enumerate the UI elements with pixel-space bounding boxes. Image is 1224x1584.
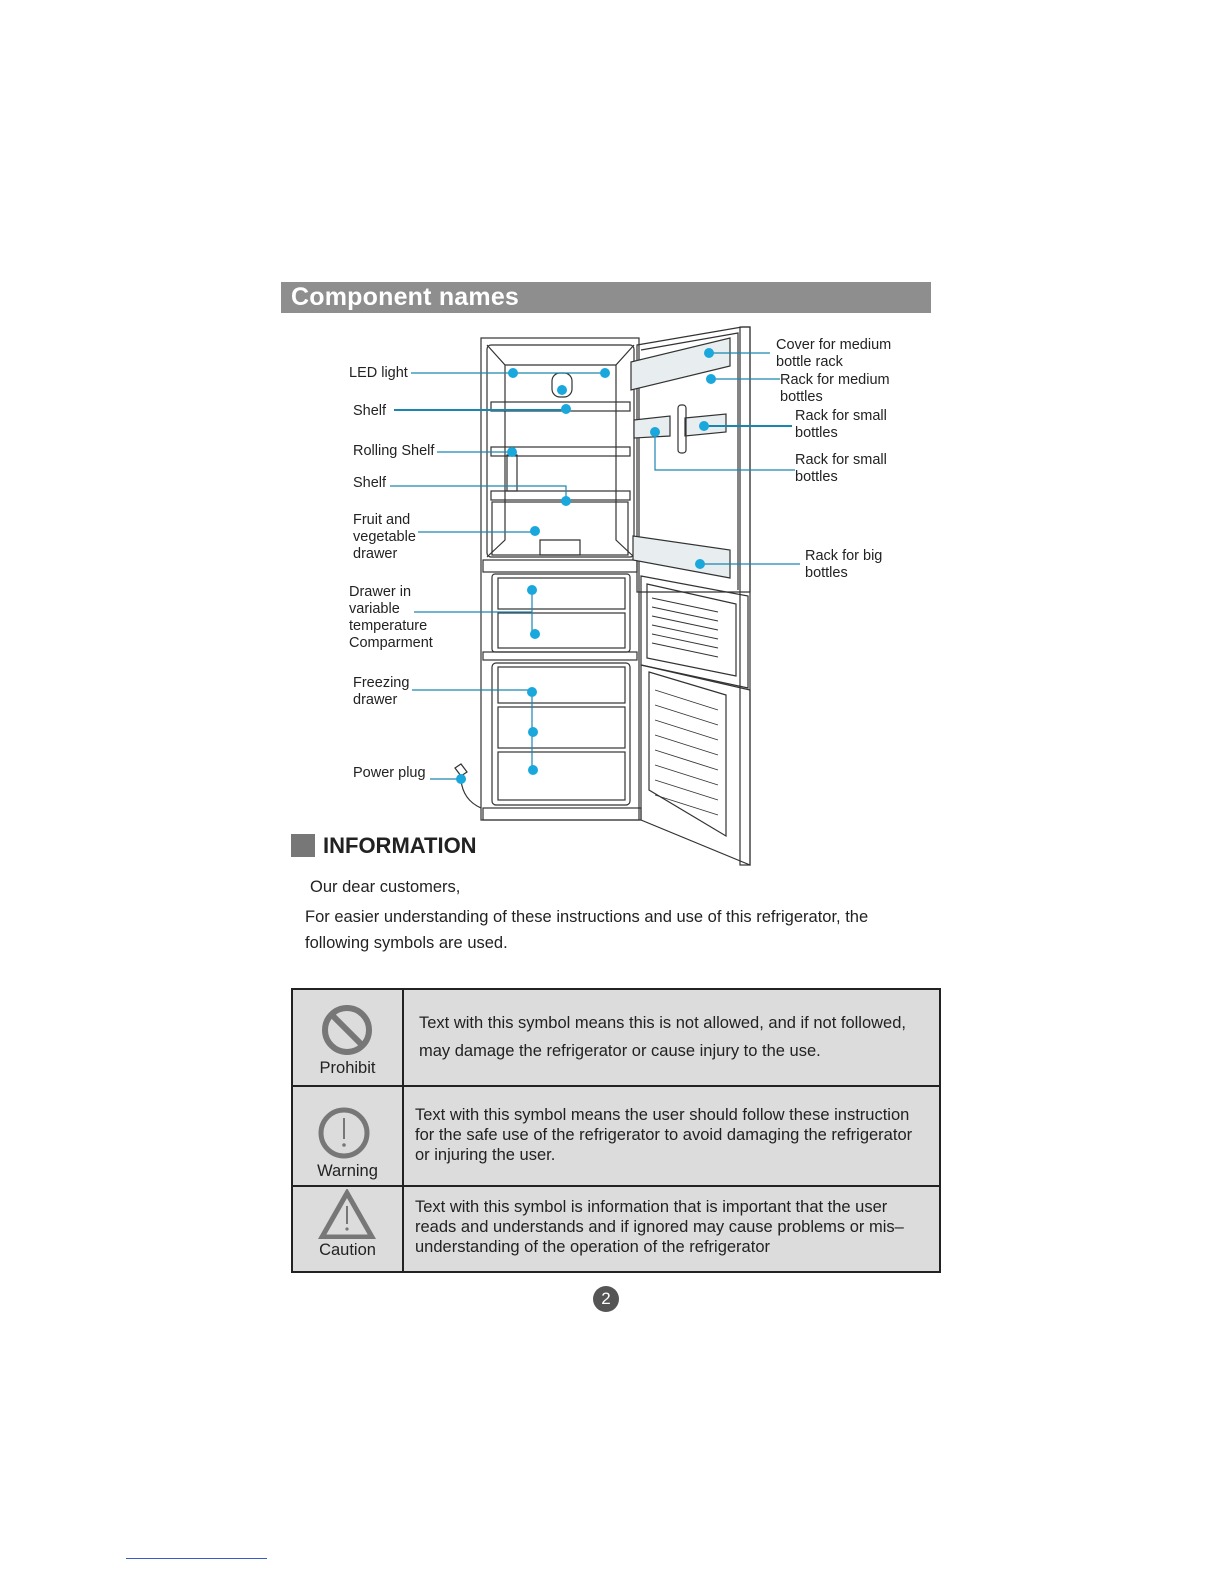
label-freezing-drawer: Freezing drawer (353, 675, 410, 708)
symbol-text-line: or injuring the user. (415, 1146, 556, 1164)
intro-line-1: For easier understanding of these instructions and use of this refrigerator, the (305, 908, 869, 926)
symbol-text-line: understanding of the operation of the refrigerator (415, 1238, 770, 1256)
label-shelf-bottom: Shelf (353, 475, 387, 491)
label-rack-medium: Rack for medium bottles (780, 372, 890, 405)
label-fruit-drawer: Fruit and vegetable drawer (353, 512, 416, 562)
label-shelf-top: Shelf (353, 403, 387, 419)
symbols-table (291, 988, 941, 1273)
symbol-text-line: Text with this symbol means this is not allowed, and if not followed, (419, 1014, 906, 1032)
symbol-name: Warning (317, 1162, 378, 1180)
page-number: 2 (593, 1286, 619, 1312)
symbol-name: Prohibit (319, 1059, 376, 1077)
greeting: Our dear customers, (310, 878, 461, 896)
prohibit-icon (321, 1004, 373, 1056)
label-rack-small-1: Rack for small bottles (795, 408, 887, 441)
label-cover-medium-rack: Cover for medium bottle rack (776, 337, 892, 370)
information-square-icon (291, 834, 315, 857)
symbol-text-line: Text with this symbol means the user should follow these instruction (415, 1106, 910, 1124)
label-variable-drawer: Drawer in variable temperature Comparment (349, 584, 433, 651)
caution-icon (318, 1189, 376, 1239)
intro-line-2: following symbols are used. (305, 934, 508, 952)
diagram-hatching (652, 598, 718, 815)
label-power-plug: Power plug (353, 765, 426, 781)
section-title: Component names (291, 283, 520, 311)
table-row (292, 989, 940, 1086)
symbol-text-line: reads and understands and if ignored may cause problems or mis– (415, 1218, 904, 1236)
table-row (292, 1086, 940, 1186)
label-led-light: LED light (349, 365, 408, 381)
symbol-name: Caution (319, 1241, 376, 1259)
symbol-text-line: for the safe use of the refrigerator to avoid damaging the refrigerator (415, 1126, 913, 1144)
label-rack-small-2: Rack for small bottles (795, 452, 887, 485)
symbol-text-line: may damage the refrigerator or cause injury to the use. (419, 1042, 821, 1060)
table-row (292, 1186, 940, 1272)
fridge-door (631, 327, 750, 865)
warning-icon (317, 1106, 371, 1160)
label-rack-big: Rack for big bottles (805, 548, 883, 581)
information-title: INFORMATION (323, 833, 477, 858)
symbol-text-line: Text with this symbol is information that is important that the user (415, 1198, 888, 1216)
label-rolling-shelf: Rolling Shelf (353, 443, 435, 459)
footer-divider (126, 1558, 267, 1559)
